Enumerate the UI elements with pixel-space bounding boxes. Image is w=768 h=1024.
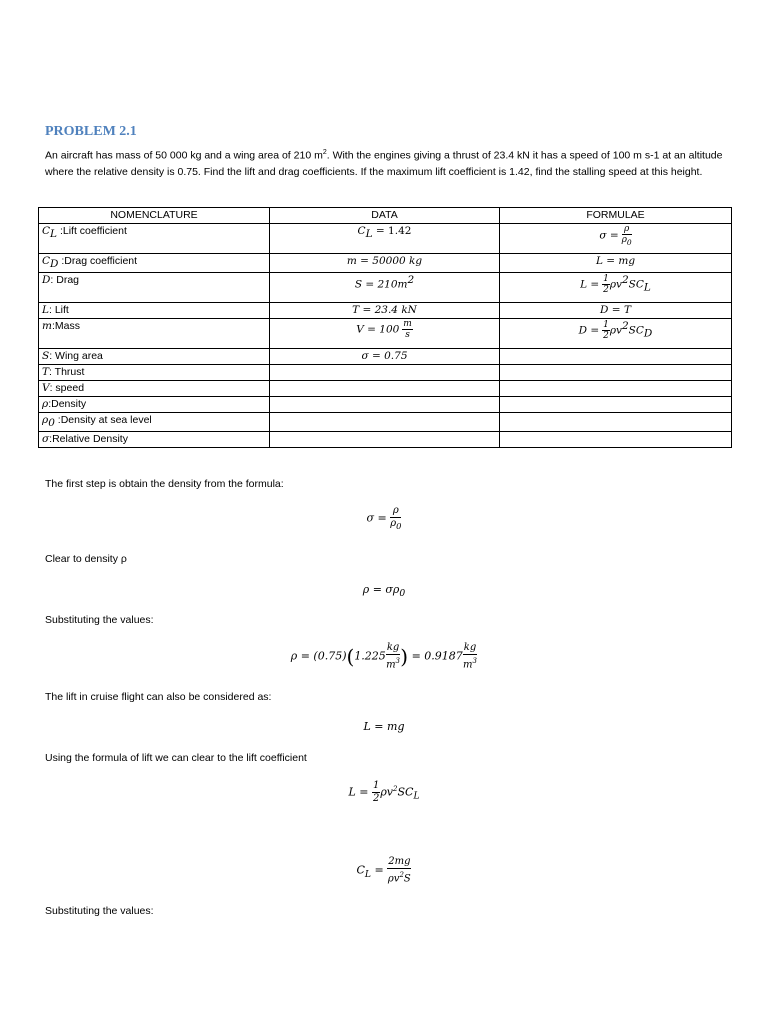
text-substituting-2: Substituting the values: bbox=[45, 905, 154, 917]
formula-cell bbox=[500, 365, 732, 381]
data-cell bbox=[270, 413, 500, 432]
formula-cell: L = mg bbox=[500, 254, 732, 273]
formula-cell bbox=[500, 432, 732, 448]
nom-cell: T: Thrust bbox=[39, 365, 270, 381]
data-cell: T = 23.4 kN bbox=[270, 303, 500, 319]
formula-cell bbox=[500, 349, 732, 365]
nom-cell: S: Wing area bbox=[39, 349, 270, 365]
table-row bbox=[39, 254, 732, 273]
header-data: DATA bbox=[270, 208, 500, 224]
table-row bbox=[39, 224, 732, 254]
table-row bbox=[39, 413, 732, 432]
data-cell: m = 50000 kg bbox=[270, 254, 500, 273]
table-row bbox=[39, 319, 732, 349]
equation-lift-coefficient: $C_L$ = $\frac{2mg}{\rho v^2S}$ bbox=[356, 856, 411, 885]
text-clear-density: Clear to density ρ bbox=[45, 553, 127, 565]
text-step1: The first step is obtain the density from the formula: bbox=[45, 478, 284, 490]
text-using-formula: Using the formula of lift we can clear to the lift coefficient bbox=[45, 752, 307, 764]
data-cell bbox=[270, 365, 500, 381]
equation-lift-weight: L = mg bbox=[363, 720, 405, 733]
text-substituting-1: Substituting the values: bbox=[45, 614, 154, 626]
nom-cell: $\rho_0$ :Density at sea level bbox=[39, 413, 270, 432]
header-nomenclature: NOMENCLATURE bbox=[39, 208, 270, 224]
formula-cell bbox=[500, 413, 732, 432]
data-cell: V = 100 $\frac{m}{s}$ bbox=[270, 319, 500, 349]
table-row bbox=[39, 397, 732, 413]
header-formulae: FORMULAE bbox=[500, 208, 732, 224]
data-cell bbox=[270, 432, 500, 448]
table-row bbox=[39, 349, 732, 365]
table-row bbox=[39, 273, 732, 303]
nom-cell: V: speed bbox=[39, 381, 270, 397]
formula-cell: D = T bbox=[500, 303, 732, 319]
formula-cell bbox=[500, 397, 732, 413]
nom-cell: σ:Relative Density bbox=[39, 432, 270, 448]
formula-cell: σ = $\frac{\rho}{\rho_0}$ bbox=[500, 224, 732, 254]
nom-cell: $C_D$ :Drag coefficient bbox=[39, 254, 270, 273]
nom-cell: m:Mass bbox=[39, 319, 270, 349]
data-cell: σ = 0.75 bbox=[270, 349, 500, 365]
table-row bbox=[39, 381, 732, 397]
table-row bbox=[39, 365, 732, 381]
data-cell: $S = 210m^2$ bbox=[270, 273, 500, 303]
data-cell bbox=[270, 381, 500, 397]
equation-density: $\rho = \sigma\rho_0$ bbox=[362, 583, 406, 600]
problem-statement: An aircraft has mass of 50 000 kg and a wing area of 210 $m^2$. With the engines giving a thrust of 23.4 kN it has a speed of 100 m s-1 at an altitude where the relative density is 0.75. Find the lift and drag coefficients. If the maximum lift coefficient is 1.42, find the stalling speed at this height. bbox=[45, 149, 723, 178]
text-lift-cruise: The lift in cruise flight can also be considered as: bbox=[45, 691, 272, 703]
formula-cell: L = $\frac{1}{2}$ $\rho v^2SC_L$ bbox=[500, 273, 732, 303]
equation-relative-density: σ = $\frac{\rho}{\rho_0}$ bbox=[366, 505, 402, 531]
data-cell bbox=[270, 397, 500, 413]
formula-cell: D = $\frac{1}{2}$ $\rho v^2SC_D$ bbox=[500, 319, 732, 349]
data-cell: $C_L = 1.42$ bbox=[270, 224, 500, 254]
nom-cell: ρ:Density bbox=[39, 397, 270, 413]
equation-lift: L = $\frac{1}{2}$ $\rho v^2SC_L$ bbox=[348, 780, 420, 804]
formula-cell bbox=[500, 381, 732, 397]
table-row bbox=[39, 303, 732, 319]
table-header-row bbox=[39, 208, 732, 224]
equation-density-value: ρ = (0.75)(1.225 $\frac{kg}{m^3}$ ) = 0.9187 $\frac{kg}{m^3}$ bbox=[290, 642, 477, 671]
nomenclature-table bbox=[38, 207, 732, 448]
nom-cell: D: Drag bbox=[39, 273, 270, 303]
problem-title: PROBLEM 2.1 bbox=[45, 124, 137, 139]
nom-cell: L: Lift bbox=[39, 303, 270, 319]
nom-cell: $C_L$ :Lift coefficient bbox=[39, 224, 270, 254]
table-row bbox=[39, 432, 732, 448]
